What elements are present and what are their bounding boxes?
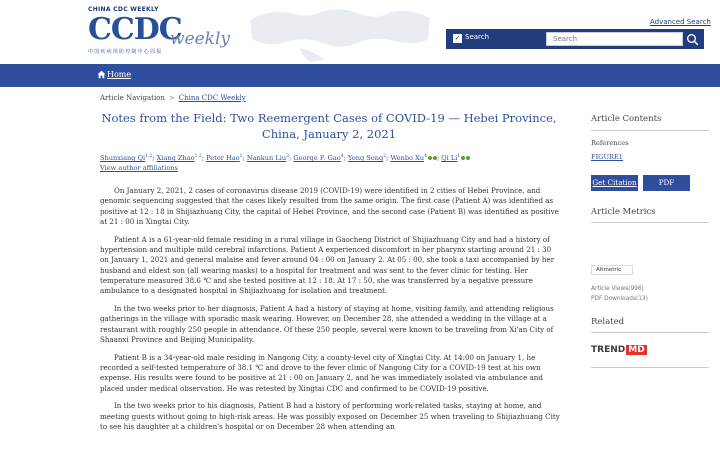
orcid-icon[interactable] (466, 156, 470, 160)
logo-weekly-text: weekly (170, 29, 231, 49)
related-title: Related (591, 317, 625, 327)
author-affiliation-sup: 1,2 (194, 154, 202, 159)
trendmd-logo[interactable] (591, 344, 647, 357)
author-affiliation-sup: 1 (457, 154, 461, 159)
search-label: Search (465, 33, 490, 41)
author-link[interactable]: Shunxiang Qi (100, 154, 146, 163)
breadcrumb-article-navigation: Article Navigation (100, 94, 165, 102)
article-paragraph: In the two weeks prior to his diagnosis, Patient B had a history of performing work-related tasks, staying at home, and meeting guests without going to high-risk areas. He was possibly exposed on December 25 when traveling to Shijiazhuang City to see his daughter at a children's hospital or on December 28 when attending an (100, 401, 560, 431)
breadcrumb (100, 94, 246, 102)
sidebar-divider (591, 367, 709, 368)
author-affiliation-sup: 4 (340, 154, 344, 159)
article-body (100, 186, 560, 440)
author-link[interactable]: Xiang Zhao (156, 154, 195, 163)
corresponding-author-icon[interactable] (461, 156, 465, 160)
author-affiliation-sup: 2 (383, 154, 387, 159)
search-checkbox[interactable]: ✓ (454, 34, 461, 42)
logo-chinese-text: 中国疾病预防控制中心周报 (88, 49, 163, 55)
sidebar-divider (591, 130, 709, 131)
article-paragraph: Patient B is a 34-year-old male residing in Nangong City, a county-level city of Xingtai City. At 14:00 on January 1, he recorded a self-tested temperature of 38.1 ℃ and drove to the fever clinic of Nangong City for a COVID-19 test at his own expense. His results were found to be positive at 21 : 00 on January 2, and he was immediately isolated via ambulance and placed under medical observation. He was retested by Xingtai CDC and confirmed to be COVID-19 positive. (100, 352, 543, 393)
altmetric-badge[interactable]: Altmetric (591, 265, 633, 275)
sidebar-divider (591, 332, 709, 333)
world-map-background (240, 0, 440, 64)
author-affiliation-sup: 1 (239, 154, 243, 159)
search-icon (686, 33, 699, 46)
logo-small-text: CHINA CDC WEEKLY (88, 6, 159, 13)
search-bar (446, 29, 704, 49)
trendmd-md-text: MD (628, 345, 645, 355)
author-link[interactable]: Yong Song (347, 154, 384, 163)
author-link[interactable]: Qi Li (441, 154, 458, 163)
get-citation-button[interactable]: Get Citation (591, 175, 638, 191)
sidebar-divider (591, 222, 709, 223)
site-header (0, 0, 720, 64)
article-paragraph: On January 2, 2021, 2 cases of coronavirus disease 2019 (COVID-19) were identified in 2 cities of Hebei Province, and genomic sequencing suggested that the cases likely resulted from the same origin. The first case (Patient A) was identified as positive at 12 : 18 in Shijiazhuang City, the capital of Hebei Province, and the second case (Patient B) was identified as positive at 21 : 00 in Xingtai City. (100, 186, 559, 226)
author-affiliation-sup: 1,2 (145, 154, 153, 159)
logo-ccdc-text: CCDC (88, 12, 182, 47)
article-metrics-title: Article Metrics (591, 207, 656, 217)
article-paragraph: Patient A is a 61-year-old female residing in a rural village in Gaocheng District of Shijiazhuang City and had a history of hypertension and multiple mild cerebral infarctions. Patient A experienced discomfort in her pharynx starting around 21 : 30 on January 1, 2021 and general malaise and fever around 04 : 00 on January 2. At 05 : 00, she took a taxi accompanied by her husband and eldest son (all wearing masks) to a hospital for treatment and was sent to the fever clinic for testing. Her temperature measured 38.6 ℃ and she tested positive at 12 : 18. At 17 : 50, she was transferred by a negative pressure ambulance to a designated hospital in Shijiazhuang for isolation and treatment. (100, 234, 555, 296)
trendmd-trend-text: TREND (591, 345, 626, 355)
corresponding-author-icon[interactable] (428, 156, 432, 160)
author-link[interactable]: George F. Gao (293, 154, 341, 163)
pdf-button[interactable]: PDF (643, 175, 690, 191)
figure1-link[interactable]: FIGURE1 (591, 153, 623, 161)
breadcrumb-separator: > (168, 94, 175, 102)
view-affiliations-link[interactable]: View author affiliations (100, 164, 178, 173)
article-paragraph: In the two weeks prior to her diagnosis, Patient A had a history of staying at home, visiting family, and attending religious gatherings in the village with sporadic mask wearing. However, on December 28, she attended a wedding in the village at a restaurant with roughly 250 people in attendance. Of these 250 people, several were known to be traveling from Xi'an City of Shaanxi Province and Beijing Municipality. (100, 303, 554, 344)
orcid-icon[interactable] (433, 156, 437, 160)
breadcrumb-journal-link[interactable]: China CDC Weekly (178, 94, 246, 102)
author-link[interactable]: Wenbo Xu (390, 154, 425, 163)
references-link[interactable]: References (591, 139, 629, 147)
main-nav-bar (0, 64, 720, 87)
article-contents-title: Article Contents (591, 114, 662, 124)
author-affiliation-sup: 3 (286, 154, 289, 159)
home-icon[interactable] (97, 70, 106, 79)
advanced-search-link[interactable]: Advanced Search (650, 18, 711, 26)
search-button[interactable] (684, 31, 701, 47)
article-title: Notes from the Field: Two Reemergent Cases of COVID-19 — Hebei Province, China, January 2, 2021 (101, 111, 557, 141)
author-link[interactable]: Peter Hao (206, 154, 240, 163)
author-list: Shunxiang Qi$^{1,2}$; Xiang Zhao$^{1,2}$; Peter Hao$^1$; Nankun Liu$^3$; George F. Gao$^4$; Yong Song$^2$; Wenbo Xu$^4$ ; Qi Li$^1$ View author affiliations (100, 152, 560, 173)
home-link[interactable]: Home (107, 70, 132, 79)
search-input[interactable] (546, 32, 683, 46)
article-views-count: Article Views(996) (591, 286, 644, 292)
author-affiliation-sup: 4 (424, 154, 427, 159)
author-link[interactable]: Nankun Liu (246, 154, 287, 163)
ccdc-weekly-logo[interactable] (88, 6, 248, 60)
pdf-downloads-count: PDF Downloads(13) (591, 296, 648, 302)
